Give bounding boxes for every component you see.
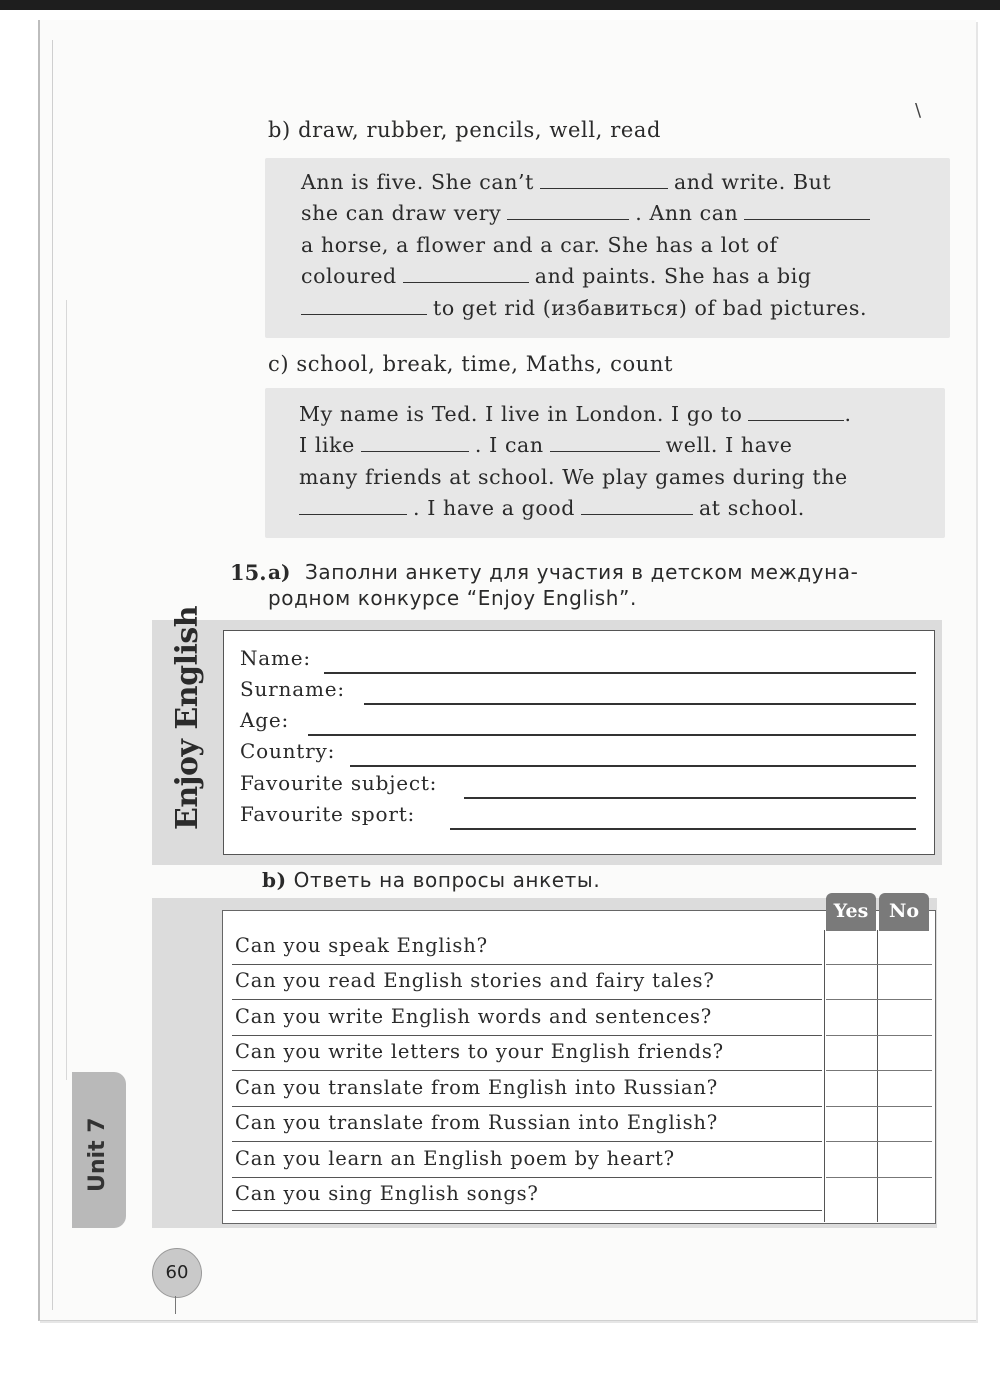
exercise-number: 15. xyxy=(230,560,267,585)
answer-blank[interactable] xyxy=(744,205,870,220)
question-row: Can you learn an English poem by heart? xyxy=(235,1147,675,1170)
part-b-instruction xyxy=(262,868,600,892)
row-divider xyxy=(232,1141,822,1142)
task-c-line-3: many friends at school. We play games during the xyxy=(299,465,848,489)
answer-blank[interactable] xyxy=(581,500,693,515)
question-row: Can you speak English? xyxy=(235,934,488,957)
question-row: Can you write English words and sentences? xyxy=(235,1005,713,1028)
row-divider xyxy=(232,1177,822,1178)
unit-label: Unit 7 xyxy=(85,1117,110,1192)
column-divider xyxy=(877,930,878,1222)
answer-cell-divider xyxy=(826,1035,932,1036)
page-number-balloon: 60 xyxy=(152,1248,202,1298)
part-b-text: Ответь на вопросы анкеты. xyxy=(293,868,601,892)
task-b-line-5: to get rid (избавиться) of bad pictures. xyxy=(301,296,867,320)
task-c-line-2: I like . I can well. I have xyxy=(299,433,793,457)
part-b-label: b) xyxy=(262,868,287,892)
answer-blank[interactable] xyxy=(403,268,529,283)
field-label-favourite-subject: Favourite subject: xyxy=(240,771,438,795)
part-a-instruction-2: родном конкурсе “Enjoy English”. xyxy=(268,586,637,610)
answer-blank[interactable] xyxy=(299,500,407,515)
name-field[interactable] xyxy=(324,672,916,674)
answer-cell-divider xyxy=(826,999,932,1000)
page-edge-line-inner xyxy=(66,300,67,1080)
task-c-line-1: My name is Ted. I live in London. I go to . xyxy=(299,402,852,426)
answer-blank[interactable] xyxy=(540,174,668,189)
task-b-box xyxy=(265,158,950,338)
country-field[interactable] xyxy=(350,765,916,767)
answer-blank[interactable] xyxy=(301,300,427,315)
answer-cell-divider xyxy=(826,1177,932,1178)
enjoy-english-logo: Enjoy English xyxy=(170,605,205,830)
field-label-country: Country: xyxy=(240,739,336,763)
part-a-label: a) xyxy=(268,560,291,584)
page-edge-line xyxy=(52,40,53,1310)
answer-cell-divider xyxy=(826,1106,932,1107)
answer-cell-divider xyxy=(826,964,932,965)
answer-cell-divider xyxy=(826,1070,932,1071)
answer-blank[interactable] xyxy=(507,205,629,220)
balloon-string-icon xyxy=(175,1296,176,1314)
row-divider xyxy=(232,999,822,1000)
task-c-line-4: . I have a good at school. xyxy=(299,496,805,520)
task-c-box xyxy=(265,388,945,538)
field-label-age: Age: xyxy=(240,708,290,732)
question-row: Can you translate from English into Russian? xyxy=(235,1076,718,1099)
age-field[interactable] xyxy=(308,734,916,736)
answer-blank[interactable] xyxy=(550,437,660,452)
answer-blank[interactable] xyxy=(361,437,469,452)
favourite-subject-field[interactable] xyxy=(464,797,916,799)
row-divider xyxy=(232,1035,822,1036)
task-b-line-4: coloured and paints. She has a big xyxy=(301,264,812,288)
question-row: Can you read English stories and fairy tales? xyxy=(235,969,715,992)
column-header-yes: Yes xyxy=(826,893,876,931)
favourite-sport-field[interactable] xyxy=(450,828,916,830)
field-label-name: Name: xyxy=(240,646,311,670)
task-c-heading: c) school, break, time, Maths, count xyxy=(268,352,674,376)
field-label-surname: Surname: xyxy=(240,677,345,701)
task-b-line-3: a horse, a flower and a car. She has a lot of xyxy=(301,233,778,257)
task-b-line-1: Ann is five. She can’t and write. But xyxy=(301,170,832,194)
row-divider xyxy=(232,1106,822,1107)
task-b-line-2: she can draw very . Ann can xyxy=(301,201,876,225)
answer-cell-divider xyxy=(826,1141,932,1142)
task-b-heading: b) draw, rubber, pencils, well, read xyxy=(268,118,662,142)
question-row: Can you sing English songs? xyxy=(235,1182,539,1205)
scan-top-edge xyxy=(0,0,1000,10)
corner-mark: \ xyxy=(915,100,922,121)
row-divider xyxy=(232,1210,822,1211)
column-divider xyxy=(824,930,825,1222)
row-divider xyxy=(232,1070,822,1071)
answer-blank[interactable] xyxy=(748,406,844,421)
question-row: Can you write letters to your English friends? xyxy=(235,1040,724,1063)
column-header-no: No xyxy=(879,893,929,931)
surname-field[interactable] xyxy=(364,703,916,705)
part-a-instruction-1: Заполни анкету для участия в детском междуна- xyxy=(305,560,859,584)
field-label-favourite-sport: Favourite sport: xyxy=(240,802,416,826)
question-row: Can you translate from Russian into English? xyxy=(235,1111,718,1134)
row-divider xyxy=(232,964,822,965)
